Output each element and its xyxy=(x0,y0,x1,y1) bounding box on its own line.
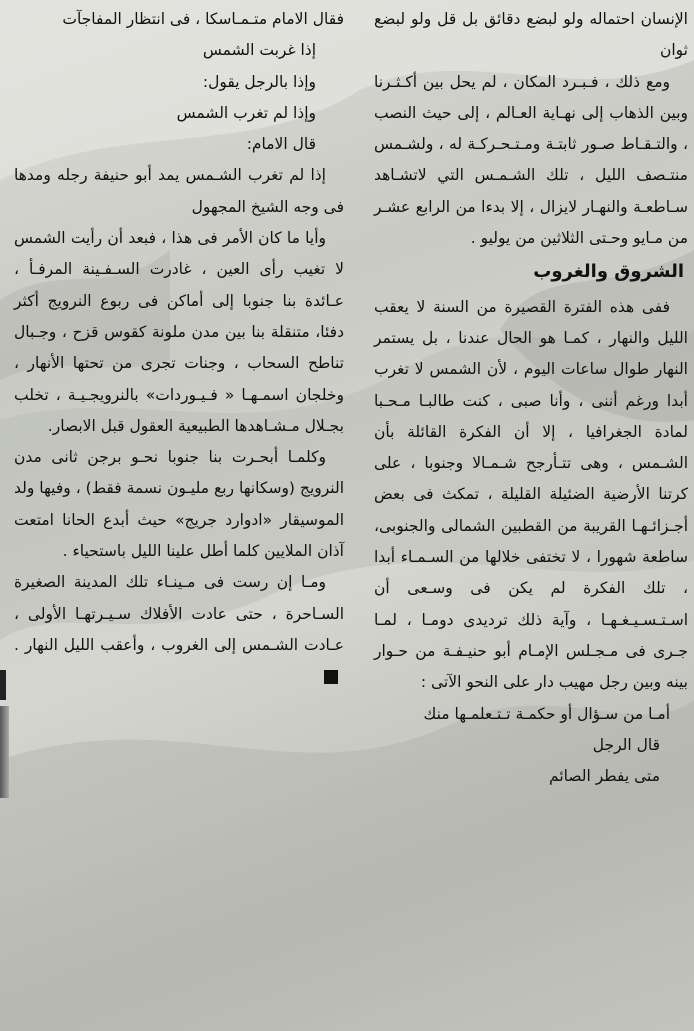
dialogue-line: وإذا بالرجل يقول: xyxy=(202,72,316,91)
dialogue-line: إذا غربت الشمس xyxy=(202,41,316,60)
page-edge-marker xyxy=(0,670,6,700)
section-heading: الشروق والغروب xyxy=(533,261,684,283)
paragraph xyxy=(14,567,344,692)
dialogue-line: قال الامام: xyxy=(246,135,316,154)
dialogue-line: قال الرجل xyxy=(592,735,660,754)
dialogue-line: وإذا لم تغرب الشمس xyxy=(176,103,316,122)
left-column xyxy=(14,4,344,1031)
right-column xyxy=(374,4,688,1031)
paragraph: ومع ذلك ، فـبـرد المكان ، لم يحل بين أكـثـرنا وبين الذهاب إلى نهـاية العـالم ، إلى حيث النصب ، والتـقـاط صـور ثابتـة ومـتـحـركـة له ، ولشـمس منتـصف الليل ، تلك الشـمـس التي لاتشـاهد سـاطعـة والنهـار لايزال ، إلا بدءا من الرابع عشـر من مـايو وحـتى الثلاثين من يوليو . xyxy=(374,72,688,248)
paragraph: الإنسان احتماله ولو لبضع دقائق بل قل ولو لبضع ثوان xyxy=(374,10,688,60)
paragraph-text: ومـا إن رست فى مـينـاء تلك المدينة الصغيرة السـاحرة ، حتى عادت الأفلاك سـيـرتهـا الأولى ، عـادت الشـمس إلى الغروب ، وأعقب الليل النهار . xyxy=(14,573,344,654)
paragraph: ففى هذه الفترة القصيرة من السنة لا يعقب الليل والنهار ، كمـا هو الحال عندنا ، بل يستمر النهار طوال ساعات اليوم ، لأن الشمس لا تغرب أبدا ورغم أننى ، وأنا صبى ، كنت طالبـا مـحـبا لمادة الجغرافيا ، إلا أن الفكرة القائلة بأن الشـمس ، وهى تتـأرجح شـمـالا وجنوبا ، على كرتنا الأرضية الضئيلة القليلة ، تمكث فى بعض أجـزائـهـا القريبة من القطبين الشمالى والجنوبى، ساطعة شهورا ، لا تختفى خلالها من السـمـاء أبدا ، تلك الفكرة لم يكن فى وسـعى أن اسـتـسـيـغـهـا ، وآية ذلك ترديدى دومـا ، لمـا جـرى فى مـجـلس الإمـام أبو حنيـفـة من حـوار بينه وبين رجل مهيب دار على النحو الآتى : xyxy=(374,297,688,692)
paragraph: إذا لم تغرب الشـمس يمد أبو حنيفة رجله ومدها فى وجه الشيخ المجهول xyxy=(14,166,344,216)
paragraph: فقال الامام متـمـاسكا ، فى انتظار المفاجآت xyxy=(62,10,344,28)
quote-line: أمـا من سـؤال أو حكمـة تـتـعلمـها منك xyxy=(423,704,670,723)
paragraph: وأيا ما كان الأمر فى هذا ، فبعد أن رأيت الشمس لا تغيب رأى العين ، غادرت السـفـينة المرفـأ ، عـائدة بنا جنوبا إلى أماكن فى ربوع النرويج أكثر دفئا، متنقلة بنا بين مدن ملونة كقوس قزح ، وجـبال تناطح السحاب ، وجنات تجرى من تحتها الأنهار ، وخلجان اسمـهـا « فـيـوردات» بالنرويجـيـة ، تخلب بجـلال مـشـاهدها الطبيعية العقول قبل الابصار. xyxy=(14,229,344,435)
end-of-article-mark xyxy=(324,670,338,684)
page-edge-strip xyxy=(0,706,9,798)
dialogue-line: متى يفطر الصائم xyxy=(549,767,660,786)
paragraph: وكلمـا أبحـرت بنا جنوبا نحـو برجن ثانى مدن النرويج (وسكانها ربع مليـون نسمة فقط) ، وفيها ولد الموسيقار «ادوارد جريج» حيث أبدع الحانا امتعت آذان الملايين كلما أطل علينا الليل باستحياء . xyxy=(14,448,344,561)
